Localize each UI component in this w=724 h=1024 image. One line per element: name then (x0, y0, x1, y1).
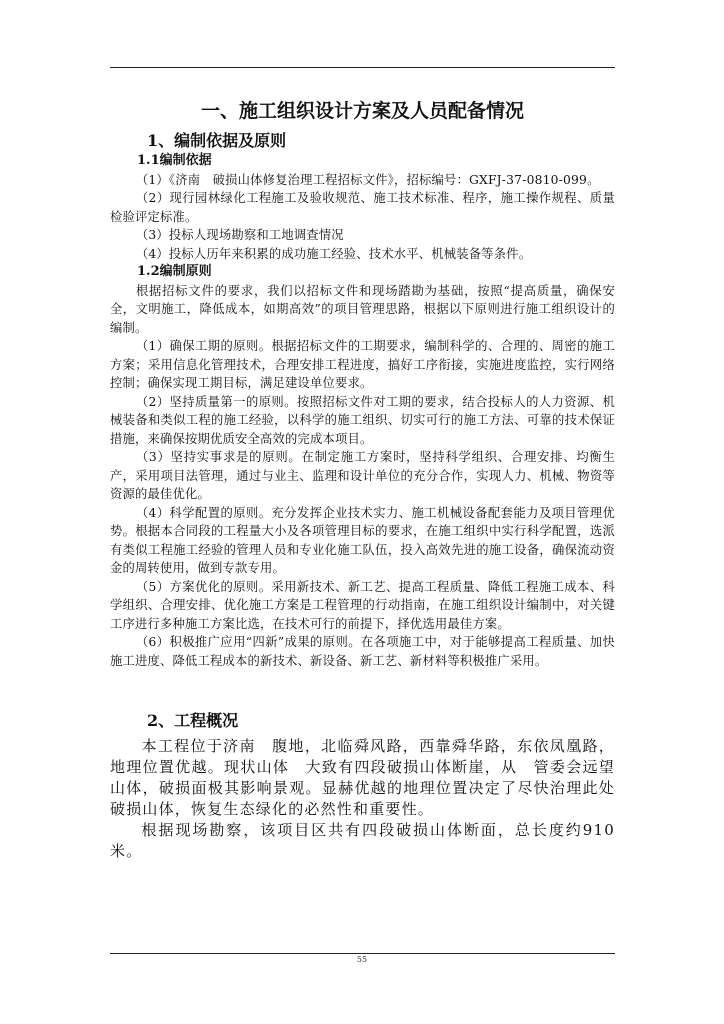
paragraph: （1）确保工期的原则。根据招标文件的工期要求，编制科学的、合理的、周密的施工方案；采用信息化管理技术，合理安排工程进度，搞好工序衔接，实施进度监控，实行网络控制；确保实现工期目标，满足建设单位要求。 (110, 339, 615, 390)
section-heading: 1、编制依据及原则 (147, 131, 287, 150)
paragraph: （3）投标人现场勘察和工地调查情况 (135, 228, 344, 242)
paragraph: 根据现场勘察，该项目区共有四段破损山体断面，总长度约910米。 (110, 821, 615, 860)
paragraph: （2）坚持质量第一的原则。按照招标文件对工期的要求，结合投标人的人力资源、机械装备和类似工程的施工经验，以科学的施工组织、切实可行的施工方法、可靠的技术保证措施，来确保按期优质安全高效的完成本项目。 (110, 394, 615, 446)
paragraph: （2）现行园林绿化工程施工及验收规范、施工技术标准、程序，施工操作规程、质量检验评定标准。 (110, 191, 615, 224)
paragraph: （5）方案优化的原则。采用新技术、新工艺、提高工程质量、降低工程施工成本、科学组织、合理安排、优化施工方案是工程管理的行动指南，在施工组织设计编制中，对关键工序进行多种施工方案比选，在技术可行的前提下，择优选用最佳方案。 (110, 579, 615, 631)
paragraph: （3）坚持实事求是的原则。在制定施工方案时，坚持科学组织、合理安排、均衡生产，采用项目法管理，通过与业主、监理和设计单位的充分合作，实现人力、机械、物资等资源的最佳优化。 (110, 450, 615, 501)
page-title: 一、施工组织设计方案及人员配备情况 (200, 100, 524, 122)
paragraph: 本工程位于济南 腹地，北临舜风路，西靠舜华路，东依凤凰路，地理位置优越。现状山体 大致有四段破损山体断崖，从 管委会远望山体，破损面极其影响景观。显赫优越的地理位置决定了尽快治理此处破损山体，恢复生态绿化的必然性和重要性。 (110, 737, 615, 818)
paragraph: （4）投标人历年来积累的成功施工经验、技术水平、机械装备等条件。 (135, 246, 532, 261)
paragraph: （6）积极推广应用“四新”成果的原则。在各项施工中，对于能够提高工程质量、加快施工进度、降低工程成本的新技术、新设备、新工艺、新材料等积极推广采用。 (110, 635, 615, 668)
header-rule (110, 67, 615, 68)
section-heading: 2、工程概况 (147, 711, 239, 730)
paragraph: 根据招标文件的要求，我们以招标文件和现场踏勘为基础，按照“提高质量，确保安全，文明施工，降低成本，如期高效”的项目管理思路，根据以下原则进行施工组织设计的编制。 (110, 283, 615, 335)
subsection-heading: 1.1编制依据 (137, 153, 212, 168)
paragraph: （4）科学配置的原则。充分发挥企业技术实力、施工机械设备配套能力及项目管理优势。根据本合同段的工程量大小及各项管理目标的要求，在施工组织中实行科学配置，选派有类似工程施工经验的管理人员和专业化施工队伍，投入高效先进的施工设备，确保流动资金的周转使用，做到专款专用。 (110, 505, 615, 575)
subsection-heading: 1.2编制原则 (137, 264, 212, 279)
paragraph: （1）《济南 破损山体修复治理工程招标文件》，招标编号：GXFJ-37-0810-099。 (135, 172, 600, 187)
page-number: 55 (356, 955, 368, 964)
footer-rule (110, 953, 615, 954)
document-body (110, 98, 615, 862)
